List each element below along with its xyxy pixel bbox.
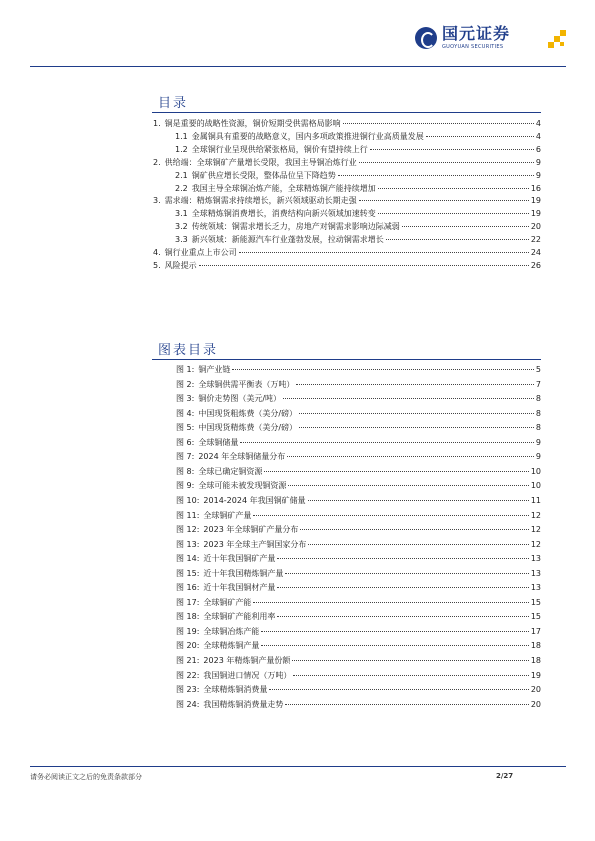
figure-entry[interactable] [176, 554, 541, 565]
figure-entry-number: 图 18: [176, 612, 200, 622]
figure-entry-text: 近十年我国精炼铜产量 [203, 568, 284, 578]
figure-entry[interactable] [176, 467, 541, 478]
figure-entry-number: 图 13: [176, 539, 200, 549]
figure-leader-dots [285, 573, 528, 574]
figure-entry-number: 图 4: [176, 408, 195, 418]
figure-entry-text: 全球已确定铜资源 [198, 466, 263, 476]
toc-leader-dots [378, 213, 529, 214]
figure-list-title: 图表目录 [158, 343, 219, 358]
toc-entry-text: 铜行业重点上市公司 [164, 248, 237, 257]
figure-entry-number: 图 9: [176, 481, 195, 491]
company-logo [415, 26, 510, 50]
toc-entry[interactable] [175, 132, 541, 143]
toc-title: 目录 [158, 96, 189, 111]
toc-entry-text: 传统领域：铜需求增长乏力，房地产对铜需求影响边际减弱 [191, 222, 400, 232]
figure-entry[interactable] [176, 409, 541, 420]
toc-entry[interactable] [175, 235, 541, 246]
figure-entry-text: 全球可能未被发现铜资源 [198, 481, 287, 491]
toc-entry-page: 20 [530, 222, 541, 232]
toc-entry-number: 2.1 [175, 170, 188, 180]
figure-entry[interactable] [176, 598, 541, 609]
figure-leader-dots [292, 660, 528, 661]
figure-entry[interactable] [176, 496, 541, 507]
toc-entry-text: 供给端：全球铜矿产量增长受限，我国主导铜冶炼行业 [164, 157, 357, 167]
toc-entry-number: 3. [153, 196, 161, 206]
figure-leader-dots [296, 384, 534, 385]
figure-leader-dots [253, 515, 528, 516]
toc-entry[interactable] [153, 158, 541, 169]
figure-entry-text: 我国铜进口情况（万吨） [203, 670, 292, 680]
figure-entry-text: 2023 年全球铜矿产量分布 [203, 525, 299, 535]
figure-entry-number: 图 3: [176, 394, 195, 404]
toc-entry-number: 4. [153, 248, 161, 257]
figure-entry-number: 图 15: [176, 568, 200, 578]
figure-leader-dots [299, 427, 534, 428]
figure-leader-dots [300, 529, 528, 530]
toc-entry-text: 新兴领域：新能源汽车行业蓬勃发展，拉动铜需求增长 [191, 235, 384, 245]
figure-entry-text: 中国现货精炼费（美分/磅） [198, 423, 298, 433]
figure-leader-dots [261, 645, 528, 646]
figure-entry-number: 图 7: [176, 452, 195, 462]
toc-leader-dots [370, 149, 534, 150]
toc-entry[interactable] [153, 196, 541, 207]
figure-entry[interactable] [176, 525, 541, 536]
toc-entry-text: 铜是重要的战略性资源，铜价短期受供需格局影响 [164, 119, 341, 128]
toc-entry-number: 1.2 [175, 144, 188, 154]
figure-entry-text: 全球铜矿产能 [203, 597, 252, 607]
figure-entry-number: 图 11: [176, 510, 200, 520]
figure-leader-dots [277, 558, 528, 559]
figure-entry[interactable] [176, 641, 541, 652]
figure-entry-number: 图 6: [176, 437, 195, 447]
figure-leader-dots [308, 544, 528, 545]
figure-entry-number: 图 23: [176, 685, 200, 695]
toc-entry-number: 2. [153, 157, 161, 167]
toc-entry-text: 需求端：精炼铜需求持续增长，新兴领域驱动长期走强 [164, 196, 357, 206]
figure-entry-text: 全球铜矿产能利用率 [203, 612, 276, 622]
figure-entry-page: 10 [530, 481, 541, 491]
figure-entry[interactable] [176, 612, 541, 623]
figure-entry[interactable] [176, 685, 541, 696]
figure-entry[interactable] [176, 540, 541, 551]
figure-entry-text: 全球铜供需平衡表（万吨） [198, 379, 295, 389]
figure-entry-page: 18 [530, 641, 541, 651]
figure-entry[interactable] [176, 583, 541, 594]
figure-leader-dots [240, 442, 534, 443]
figure-entry-text: 2024 年全球铜储量分布 [198, 452, 286, 462]
figure-list-title-rule [152, 359, 541, 360]
figure-entry-number: 图 17: [176, 597, 200, 607]
figure-entry-text: 2023 年全球主产铜国家分布 [203, 539, 307, 549]
toc-leader-dots [386, 239, 529, 240]
figure-leader-dots [277, 616, 528, 617]
toc-entry-text: 金属铜具有重要的战略意义，国内多项政策推进铜行业高质量发展 [191, 131, 424, 141]
figure-entry-text: 全球铜矿产量 [203, 510, 252, 520]
toc-leader-dots [199, 265, 529, 266]
toc-entry-text: 我国主导全球铜冶炼产能，全球精炼铜产能持续增加 [191, 183, 376, 193]
figure-entry[interactable] [176, 511, 541, 522]
toc-entry-number: 3.3 [175, 235, 188, 245]
figure-entry[interactable] [176, 671, 541, 682]
toc-entry-page: 24 [530, 248, 541, 257]
figure-entry[interactable] [176, 380, 541, 391]
figure-entry-page: 15 [530, 597, 541, 607]
figure-entry-number: 图 20: [176, 641, 200, 651]
figure-entry-text: 中国现货粗炼费（美分/磅） [198, 408, 298, 418]
toc-leader-dots [338, 175, 534, 176]
figure-entry-text: 近十年我国铜矿产量 [203, 554, 276, 564]
figure-leader-dots [285, 704, 528, 705]
toc-entry-page: 9 [535, 157, 541, 167]
figure-entry-page: 15 [530, 612, 541, 622]
figure-entry-page: 7 [535, 379, 541, 389]
toc-entry-text: 全球铜行业呈现供给紧张格局，铜价有望持续上行 [191, 144, 368, 154]
toc-leader-dots [426, 136, 534, 137]
figure-entry[interactable] [176, 569, 541, 580]
figure-entry-page: 19 [530, 670, 541, 680]
toc-entry[interactable] [175, 171, 541, 182]
figure-entry-page: 11 [530, 495, 541, 505]
toc-entry-page: 9 [535, 170, 541, 180]
figure-leader-dots [287, 456, 534, 457]
figure-leader-dots [253, 602, 528, 603]
figure-entry-page: 9 [535, 452, 541, 462]
figure-entry-page: 8 [535, 408, 541, 418]
toc-entry[interactable] [175, 145, 541, 156]
toc-entry-page: 22 [530, 235, 541, 245]
figure-entry-page: 5 [535, 365, 541, 374]
figure-entry-number: 图 19: [176, 626, 200, 636]
toc-entry-text: 铜矿供应增长受限，整体品位呈下降趋势 [191, 170, 336, 180]
figure-entry-text: 全球铜储量 [198, 437, 239, 447]
figure-entry[interactable] [176, 481, 541, 492]
figure-leader-dots [269, 689, 528, 690]
page-header [0, 0, 595, 70]
figure-entry-number: 图 24: [176, 699, 200, 709]
figure-leader-dots [277, 587, 528, 588]
toc-leader-dots [378, 188, 529, 189]
figure-entry-page: 10 [530, 466, 541, 476]
toc-entry-page: 4 [535, 119, 541, 128]
figure-entry-page: 12 [530, 539, 541, 549]
figure-entry-number: 图 16: [176, 583, 200, 593]
toc-entry-text: 全球精炼铜消费增长，消费结构向新兴领域加速转变 [191, 209, 376, 219]
page-number: 2/27 [496, 772, 514, 780]
figure-entry-number: 图 12: [176, 525, 200, 535]
toc-title-rule [152, 112, 541, 113]
toc-entry-page: 26 [530, 260, 541, 270]
figure-leader-dots [264, 471, 528, 472]
figure-leader-dots [288, 485, 528, 486]
figure-entry-number: 图 22: [176, 670, 200, 680]
toc-leader-dots [343, 123, 534, 124]
toc-entry-text: 风险提示 [164, 260, 197, 270]
figure-entry-text: 铜价走势图（美元/吨） [198, 394, 282, 404]
footer-disclaimer: 请务必阅读正文之后的免责条款部分 [30, 773, 142, 781]
toc-entry-page: 16 [530, 183, 541, 193]
figure-entry-page: 12 [530, 525, 541, 535]
figure-leader-dots [232, 369, 534, 370]
figure-entry-number: 图 21: [176, 656, 200, 665]
toc-entry-number: 3.1 [175, 209, 188, 219]
toc-entry-number: 5. [153, 260, 161, 270]
figure-entry-text: 全球精炼铜消费量 [203, 685, 268, 695]
toc-entry[interactable] [153, 119, 541, 130]
toc-leader-dots [402, 226, 529, 227]
figure-entry-text: 2023 年精炼铜产量份额 [203, 656, 291, 665]
figure-entry[interactable] [176, 627, 541, 638]
figure-entry[interactable] [176, 452, 541, 463]
figure-entry-number: 图 1: [176, 365, 195, 374]
figure-leader-dots [261, 631, 528, 632]
figure-leader-dots [308, 500, 529, 501]
toc-entry-page: 19 [530, 209, 541, 219]
figure-entry-page: 13 [530, 583, 541, 593]
figure-entry-page: 13 [530, 554, 541, 564]
toc-entry-number: 1.1 [175, 131, 188, 141]
toc-entry-number: 2.2 [175, 183, 188, 193]
figure-leader-dots [299, 413, 534, 414]
figure-entry-number: 图 10: [176, 495, 200, 505]
figure-entry[interactable] [176, 394, 541, 405]
toc-entry[interactable] [175, 209, 541, 220]
figure-entry-text: 2014-2024 年我国铜矿储量 [203, 495, 306, 505]
toc-leader-dots [359, 162, 534, 163]
toc-entry-number: 3.2 [175, 222, 188, 232]
figure-entry-page: 13 [530, 568, 541, 578]
toc-entry[interactable] [175, 222, 541, 233]
toc-entry-number: 1. [153, 119, 161, 128]
figure-leader-dots [293, 675, 528, 676]
figure-entry-text: 近十年我国铜材产量 [203, 583, 276, 593]
toc-entry-page: 19 [530, 196, 541, 206]
toc-entry-page: 4 [535, 131, 541, 141]
logo-icon [415, 27, 437, 49]
figure-entry-number: 图 14: [176, 554, 200, 564]
toc-leader-dots [239, 252, 529, 253]
figure-entry[interactable] [176, 700, 541, 711]
toc-entry[interactable] [153, 261, 541, 272]
logo-chinese-name: 国元证券 [442, 24, 511, 43]
figure-entry[interactable] [176, 656, 541, 667]
figure-entry-page: 8 [535, 423, 541, 433]
toc-entry[interactable] [175, 184, 541, 195]
toc-entry[interactable] [153, 248, 541, 259]
figure-entry-page: 17 [530, 626, 541, 636]
header-divider [30, 66, 566, 67]
logo-english-name: GUOYUAN SECURITIES [442, 44, 504, 50]
figure-entry-page: 9 [535, 437, 541, 447]
figure-entry-text: 全球精炼铜产量 [203, 641, 260, 651]
figure-entry-page: 18 [530, 656, 541, 665]
figure-entry-number: 图 2: [176, 379, 195, 389]
figure-entry-page: 8 [535, 394, 541, 404]
footer-divider [30, 766, 566, 767]
figure-entry-page: 20 [530, 685, 541, 695]
toc-entry-page: 6 [535, 144, 541, 154]
figure-leader-dots [283, 398, 534, 399]
figure-entry-page: 12 [530, 510, 541, 520]
figure-entry-text: 全球铜冶炼产能 [203, 626, 260, 636]
figure-entry-number: 图 5: [176, 423, 195, 433]
figure-entry-text: 铜产业链 [198, 365, 231, 374]
figure-entry-number: 图 8: [176, 466, 195, 476]
figure-entry-text: 我国精炼铜消费量走势 [203, 699, 284, 709]
logo-squares-icon [548, 30, 568, 50]
figure-entry[interactable] [176, 365, 541, 376]
figure-entry[interactable] [176, 423, 541, 434]
figure-entry-page: 20 [530, 699, 541, 709]
toc-leader-dots [359, 200, 529, 201]
figure-entry[interactable] [176, 438, 541, 449]
